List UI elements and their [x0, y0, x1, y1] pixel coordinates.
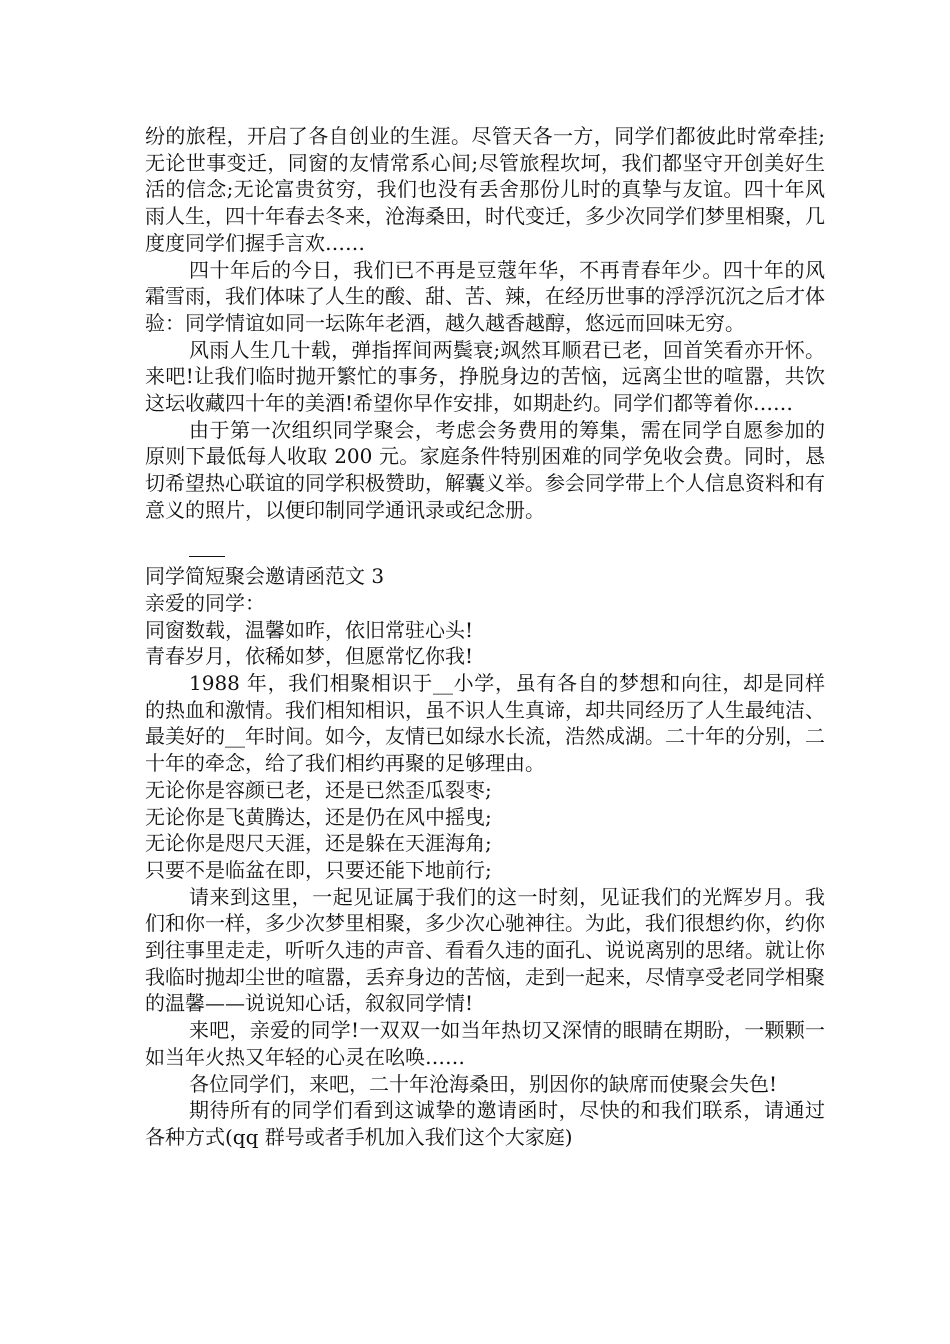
paragraph-contact: 期待所有的同学们看到这诚挚的邀请函时，尽快的和我们联系，请通过各种方式(qq 群号或者手机加入我们这个大家庭) [145, 1098, 825, 1149]
section-divider [189, 537, 225, 564]
paragraph-1988: 1988 年，我们相聚相识于__小学，虽有各自的梦想和向往，却是同样的热血和激情。我们相知相识，虽不识人生真谛，却共同经历了人生最纯洁、最美好的__年时间。如今，友情已如绿水长流，浩然成湖。二十年的分别，二十年的牵念，给了我们相约再聚的足够理由。 [145, 671, 825, 776]
condition-line: 无论你是咫尺天涯，还是躲在天涯海角; [145, 831, 492, 856]
paragraph-come-on: 风雨人生几十载，弹指挥间两鬓衰;飒然耳顺君已老，回首笑看亦开怀。来吧!让我们临时抛开繁忙的事务，挣脱身边的苦恼，远离尘世的喧嚣，共饮这坛收藏四十年的美酒!希望你早作安排，如期赴约。同学们都等着你…… [145, 337, 825, 416]
condition-line: 无论你是容颜已老，还是已然歪瓜裂枣; [145, 777, 492, 802]
paragraph-journey: 纷的旅程，开启了各自创业的生涯。尽管天各一方，同学们都彼此时常牵挂;无论世事变迁，同窗的友情常系心间;尽管旅程坎坷，我们都坚守开创美好生活的信念;无论富贵贫穷，我们也没有丢舍那份儿时的真挚与友谊。四十年风雨人生，四十年春去冬来，沧海桑田，时代变迁，多少次同学们梦里相聚，几度度同学们握手言欢…… [145, 124, 825, 255]
spacer [145, 524, 825, 537]
paragraph-forty-years: 四十年后的今日，我们已不再是豆蔻年华，不再青春年少。四十年的风霜雪雨，我们体味了人生的酸、甜、苦、辣，在经历世事的浮浮沉沉之后才体验：同学情谊如同一坛陈年老酒，越久越香越醇，悠远而回味无穷。 [145, 257, 825, 335]
greeting: 亲爱的同学： [145, 590, 265, 615]
paragraph-twenty-years: 各位同学们，来吧，二十年沧海桑田，别因你的缺席而使聚会失色! [189, 1071, 778, 1096]
verse-line: 青春岁月，依稀如梦，但愿常忆你我! [145, 644, 474, 669]
condition-line: 只要不是临盆在即，只要还能下地前行; [145, 857, 492, 882]
paragraph-dear-classmates: 来吧，亲爱的同学!一双双一如当年热切又深情的眼睛在期盼，一颗颗一如当年火热又年轻的心灵在吆唤…… [145, 1018, 825, 1069]
paragraph-witness: 请来到这里，一起见证属于我们的这一时刻，见证我们的光辉岁月。我们和你一样，多少次梦里相聚，多少次心驰神往。为此，我们很想约你，约你到往事里走走，听听久违的声音、看看久违的面孔、说说离别的思绪。就让你我临时抛却尘世的喧嚣，丢弃身边的苦恼，走到一起来，尽情享受老同学相聚的温馨——说说知心话，叙叙同学情! [145, 884, 825, 1016]
verse-line: 同窗数载，温馨如昨，依旧常驻心头! [145, 617, 474, 642]
condition-line: 无论你是飞黄腾达，还是仍在风中摇曳; [145, 804, 492, 829]
document-body [145, 123, 825, 1151]
section-title: 同学简短聚会邀请函范文 3 [145, 564, 385, 589]
paragraph-fees: 由于第一次组织同学聚会，考虑会务费用的筹集，需在同学自愿参加的原则下最低每人收取 200 元。家庭条件特别困难的同学免收会费。同时，恳切希望热心联谊的同学积极赞助，解囊义举。参会同学带上个人信息资料和有意义的照片，以便印制同学通讯录或纪念册。 [145, 417, 825, 522]
